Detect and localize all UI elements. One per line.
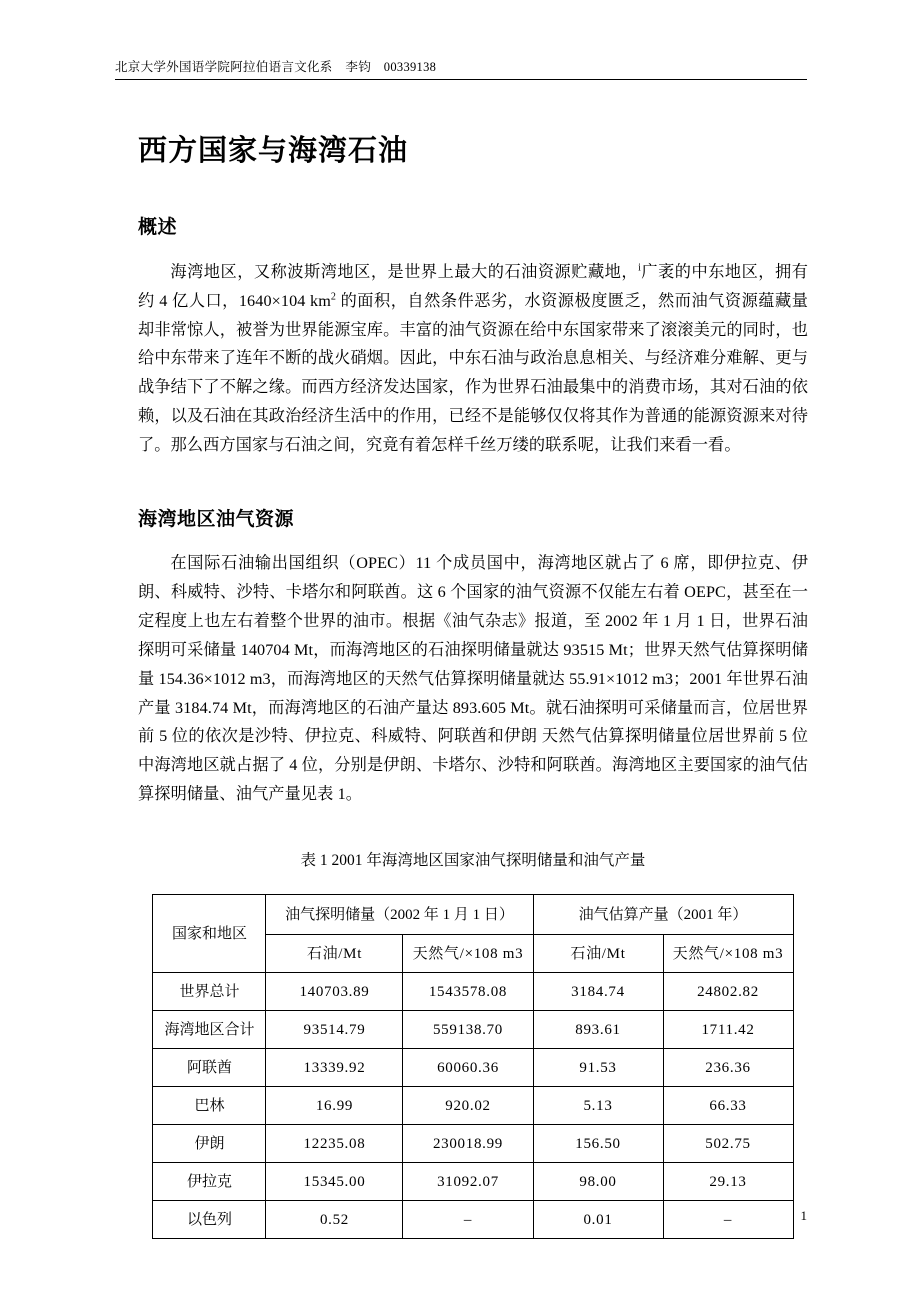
cell-gas-reserves: 230018.99 xyxy=(403,1125,533,1163)
cell-oil-output: 893.61 xyxy=(533,1011,663,1049)
cell-oil-reserves: 13339.92 xyxy=(266,1049,403,1087)
table-header-gas-output: 天然气/×108 m3 xyxy=(663,935,793,973)
paragraph-overview-part1: 海湾地区，又称波斯湾地区，是世界上最大的石油资源贮藏地， xyxy=(170,262,639,281)
cell-country: 伊拉克 xyxy=(153,1163,266,1201)
cell-country: 世界总计 xyxy=(153,973,266,1011)
table-header-oil-output: 石油/Mt xyxy=(533,935,663,973)
table-row xyxy=(153,1125,793,1163)
paragraph-overview-part3: 的面积，自然条件恶劣，水资源极度匮乏，然而油气资源蕴藏量却非常惊人，被誉为世界能源宝库。丰富的油气资源在给中东国家带来了滚滚美元的同时，也给中东带来了连年不断的战火硝烟。因此，中东石油与政治息息相关、与经济难分难解、更与战争结下了不解之缘。而西方经济发达国家，作为世界石油最集中的消费市场，其对石油的依赖，以及石油在其政治经济生活中的作用，已经不是能够仅仅将其作为普通的能源资源来对待了。那么西方国家与石油之间，究竟有着怎样千丝万缕的联系呢，让我们来看一看。 xyxy=(138,291,808,454)
document-content xyxy=(138,132,808,1239)
table-block xyxy=(138,849,808,1239)
table-header-oil-reserves: 石油/Mt xyxy=(266,935,403,973)
cell-country: 阿联酋 xyxy=(153,1049,266,1087)
table-row xyxy=(153,973,793,1011)
paragraph-gulf-resources: 在国际石油输出国组织（OPEC）11 个成员国中，海湾地区就占了 6 席，即伊拉克、伊朗、科威特、沙特、卡塔尔和阿联酋。这 6 个国家的油气资源不仅能左右着 OEPC，甚至在一定程度上也左右着整个世界的油市。根据《油气杂志》报道，至 2002 年 1 月 1 日，世界石油探明可采储量 140704 Mt，而海湾地区的石油探明储量就达 93515 Mt；世界天然气估算探明储量 154.36×1012 m3，而海湾地区的天然气估算探明储量就达 55.91×1012 m3；2001 年世界石油产量 3184.74 Mt，而海湾地区的石油产量达 893.605 Mt。就石油探明可采储量而言，位居世界前 5 位的依次是沙特、伊拉克、科威特、阿联酋和伊朗 天然气估算探明储量位居世界前 5 位中海湾地区就占据了 4 位，分别是伊朗、卡塔尔、沙特和阿联酋。海湾地区主要国家的油气估算探明储量、油气产量见表 1。 xyxy=(138,554,808,804)
running-header xyxy=(115,58,807,80)
table-header-group-reserves: 油气探明储量（2002 年 1 月 1 日） xyxy=(266,895,533,935)
cell-country: 海湾地区合计 xyxy=(153,1011,266,1049)
table-row xyxy=(153,1011,793,1049)
cell-gas-reserves: 31092.07 xyxy=(403,1163,533,1201)
cell-gas-reserves: 559138.70 xyxy=(403,1011,533,1049)
table-row xyxy=(153,1087,793,1125)
table-header-row-groups xyxy=(153,895,793,935)
cell-oil-output: 98.00 xyxy=(533,1163,663,1201)
footnote-marker: i xyxy=(638,262,641,274)
cell-gas-reserves: – xyxy=(403,1201,533,1239)
cell-country: 巴林 xyxy=(153,1087,266,1125)
section-heading-gulf-resources: 海湾地区油气资源 xyxy=(138,507,295,530)
cell-gas-reserves: 920.02 xyxy=(403,1087,533,1125)
cell-gas-output: – xyxy=(663,1201,793,1239)
table-header-gas-reserves: 天然气/×108 m3 xyxy=(403,935,533,973)
page-number: 1 xyxy=(800,1208,807,1223)
cell-country: 伊朗 xyxy=(153,1125,266,1163)
cell-oil-reserves: 140703.89 xyxy=(266,973,403,1011)
cell-oil-reserves: 12235.08 xyxy=(266,1125,403,1163)
cell-oil-output: 156.50 xyxy=(533,1125,663,1163)
cell-gas-output: 502.75 xyxy=(663,1125,793,1163)
page-title: 西方国家与海湾石油 xyxy=(138,133,409,167)
cell-gas-output: 1711.42 xyxy=(663,1011,793,1049)
cell-oil-output: 0.01 xyxy=(533,1201,663,1239)
table-row xyxy=(153,1201,793,1239)
cell-gas-reserves: 1543578.08 xyxy=(403,973,533,1011)
cell-oil-reserves: 0.52 xyxy=(266,1201,403,1239)
table-row xyxy=(153,1163,793,1201)
cell-gas-output: 66.33 xyxy=(663,1087,793,1125)
cell-oil-reserves: 16.99 xyxy=(266,1087,403,1125)
cell-country: 以色列 xyxy=(153,1201,266,1239)
cell-gas-reserves: 60060.36 xyxy=(403,1049,533,1087)
paragraph-overview-part2: 广袤的中东地区，拥有约 4 亿人口，1640×104 km xyxy=(138,262,808,310)
paragraph-overview xyxy=(138,258,808,460)
cell-oil-reserves: 93514.79 xyxy=(266,1011,403,1049)
cell-gas-output: 24802.82 xyxy=(663,973,793,1011)
table-row xyxy=(153,1049,793,1087)
section-heading-overview: 概述 xyxy=(138,216,178,239)
cell-oil-output: 3184.74 xyxy=(533,973,663,1011)
cell-oil-output: 5.13 xyxy=(533,1087,663,1125)
table-header-country: 国家和地区 xyxy=(153,895,266,973)
cell-oil-reserves: 15345.00 xyxy=(266,1163,403,1201)
cell-gas-output: 236.36 xyxy=(663,1049,793,1087)
running-header-text: 北京大学外国语学院阿拉伯语言文化系 李钧 00339138 xyxy=(115,60,437,74)
table-caption: 表 1 2001 年海湾地区国家油气探明储量和油气产量 xyxy=(300,851,646,869)
running-header-rule xyxy=(115,79,807,80)
cell-gas-output: 29.13 xyxy=(663,1163,793,1201)
superscript-square: 2 xyxy=(330,291,337,303)
oil-gas-table xyxy=(152,894,793,1239)
table-body xyxy=(153,973,793,1239)
table-header-group-output: 油气估算产量（2001 年） xyxy=(533,895,793,935)
cell-oil-output: 91.53 xyxy=(533,1049,663,1087)
